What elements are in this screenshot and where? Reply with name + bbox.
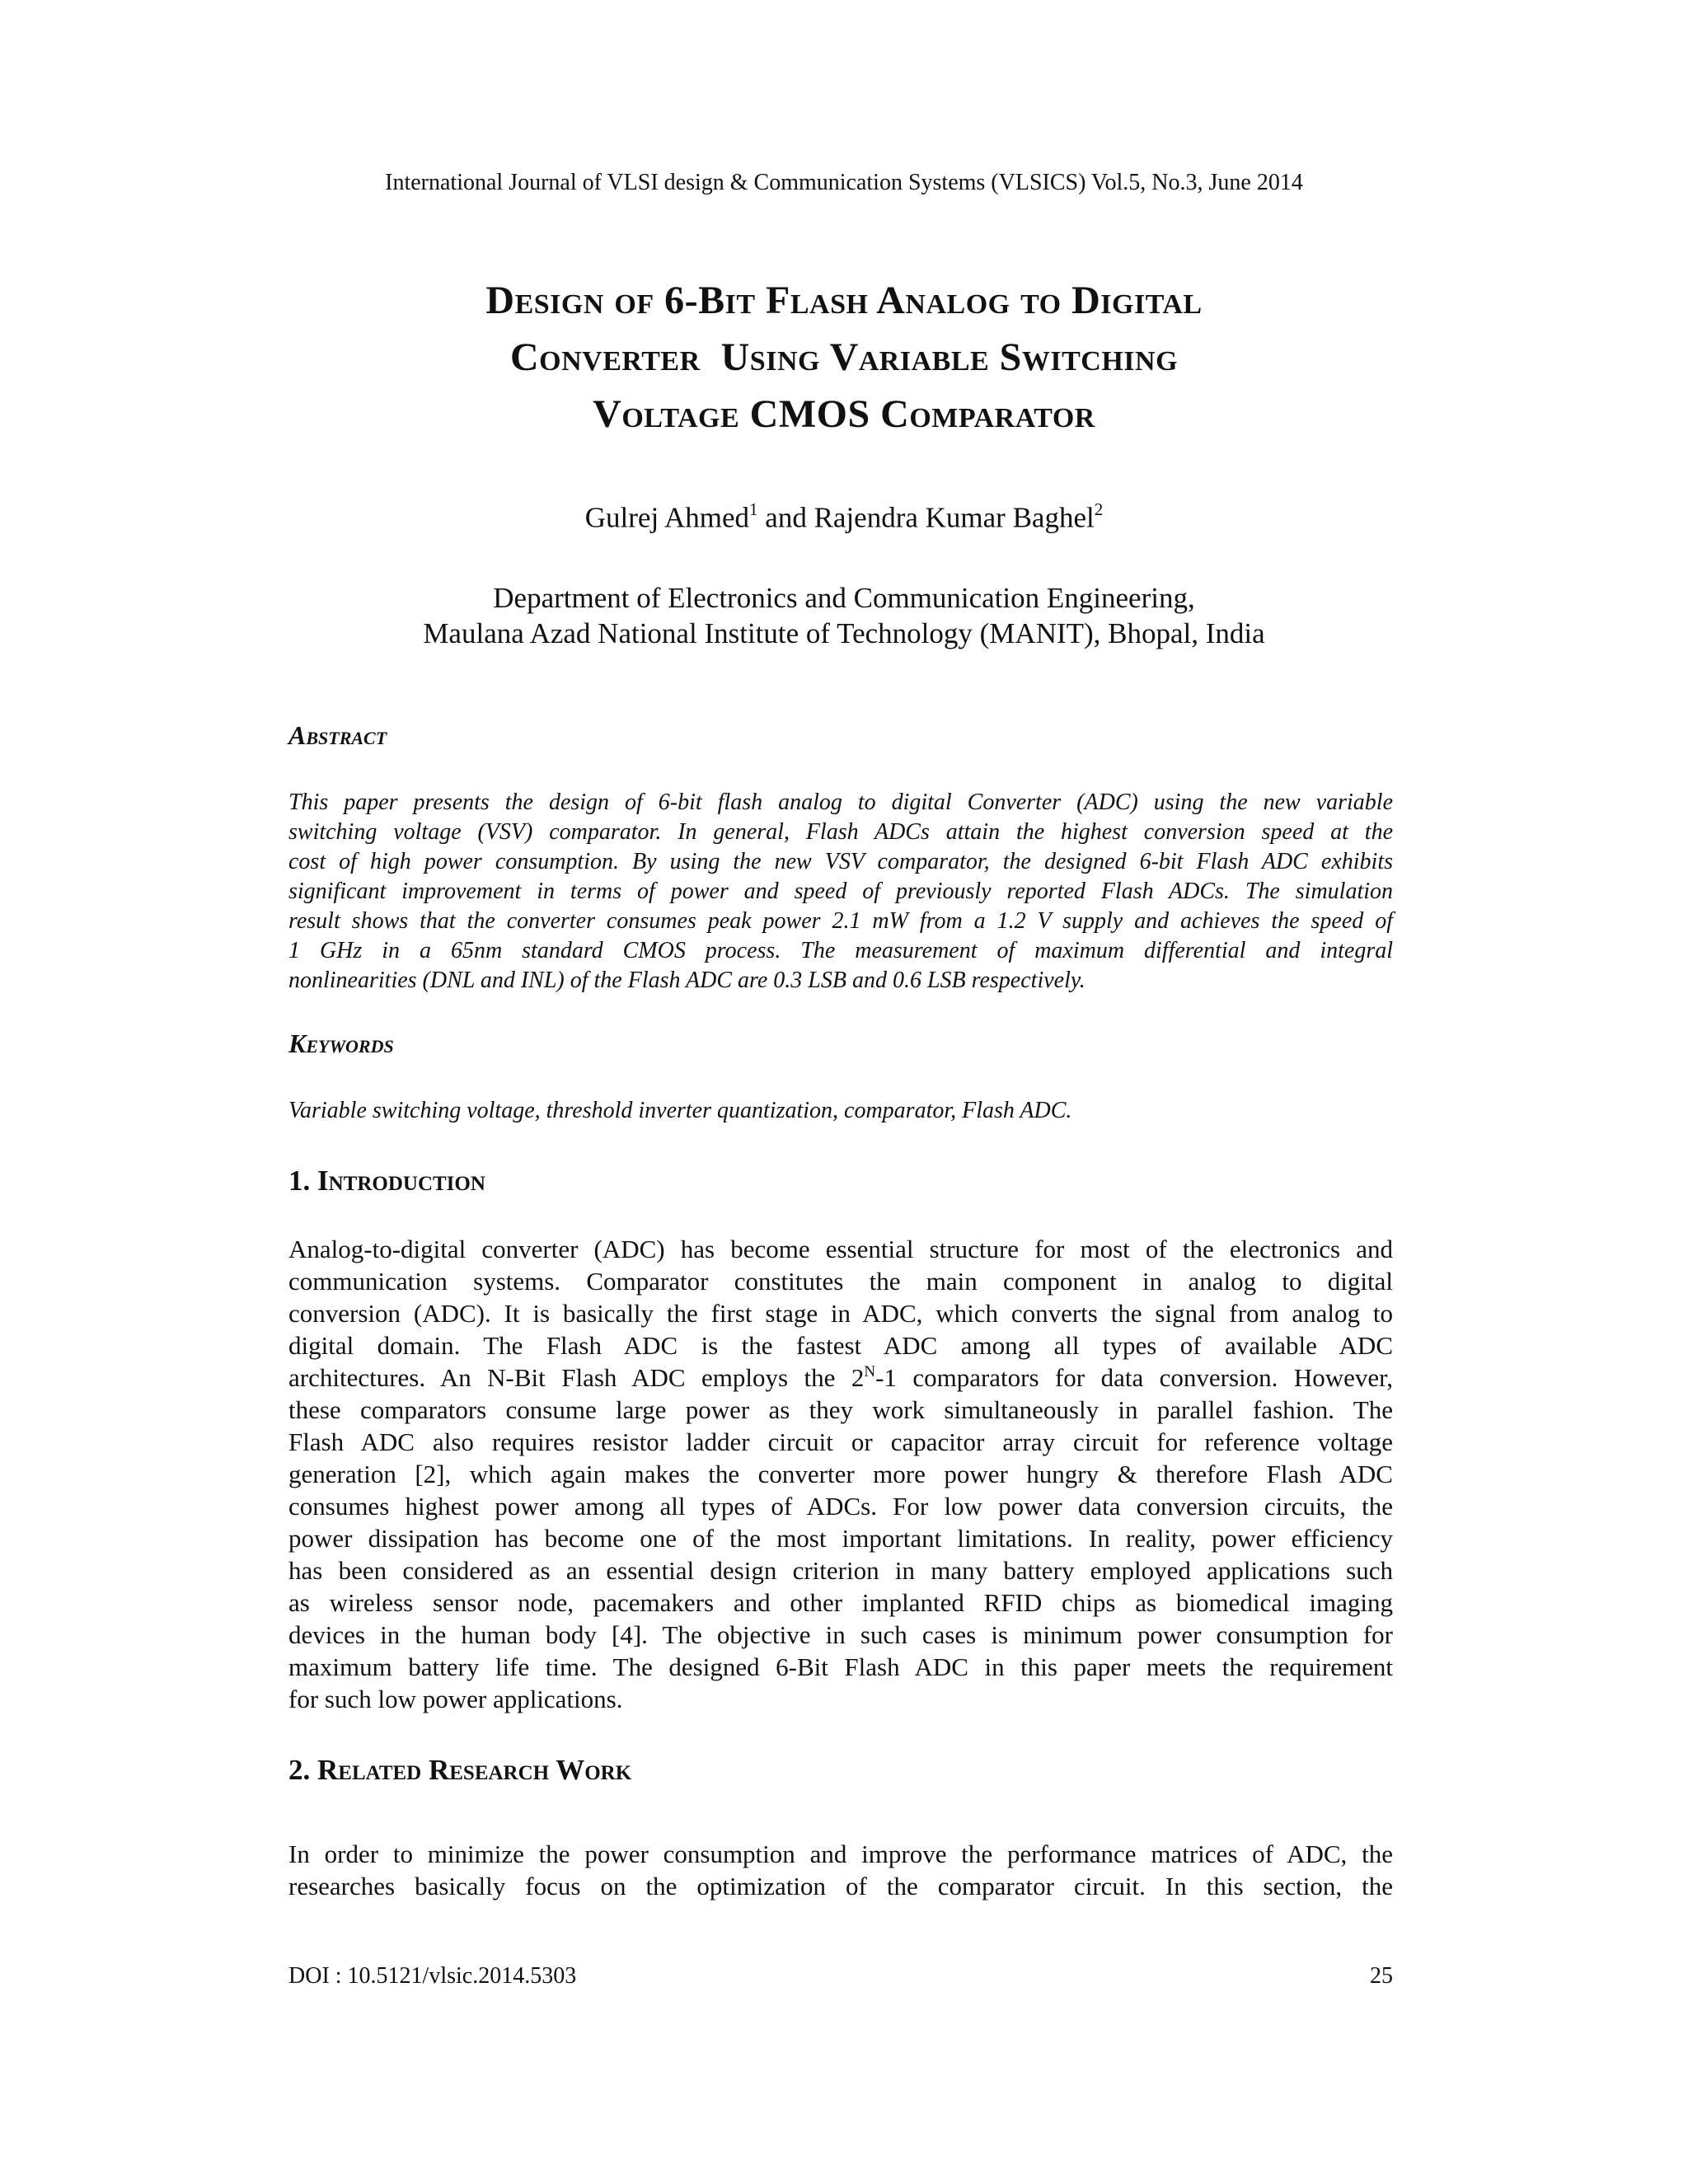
intro-body (288, 1233, 1393, 1715)
abstract-line: cost of high power consumption. By using the new VSV comparator, the designed 6-bit Flash ADC exhibits (288, 849, 1393, 874)
abstract-body (288, 788, 1393, 996)
intro-heading: 1. Introduction (288, 1165, 485, 1197)
affiliation-institute: Maulana Azad National Institute of Technology (MANIT), Bhopal, India (423, 617, 1265, 649)
intro-line: as wireless sensor node, pacemakers and other implanted RFID chips as biomedical imaging (288, 1588, 1393, 1617)
abstract-heading: Abstract (288, 720, 387, 750)
intro-line: conversion (ADC). It is basically the first stage in ADC, which converts the signal from analog to (288, 1299, 1393, 1328)
keywords-heading: Keywords (288, 1029, 394, 1058)
intro-line: power dissipation has become one of the most important limitations. In reality, power efficiency (288, 1524, 1393, 1553)
author-2-affil-mark: 2 (1094, 499, 1104, 519)
author-1-affil-mark: 1 (749, 499, 758, 519)
intro-line: maximum battery life time. The designed 6-Bit Flash ADC in this paper meets the requirement (288, 1652, 1393, 1681)
intro-line: digital domain. The Flash ADC is the fastest ADC among all types of available ADC (288, 1331, 1393, 1360)
intro-line (288, 1361, 1393, 1394)
title-line: Design of 6-Bit Flash Analog to Digital (485, 279, 1203, 322)
paper-title (0, 272, 1688, 443)
intro-line: Analog-to-digital converter (ADC) has become essential structure for most of the electronics and (288, 1235, 1393, 1263)
author-2: and Rajendra Kumar Baghel (757, 501, 1095, 534)
superscript-n: N (864, 1362, 876, 1380)
affiliation-department: Department of Electronics and Communication Engineering, (493, 582, 1195, 614)
title-line: Converter Using Variable Switching (509, 335, 1179, 379)
intro-line-part: -1 comparators for data conversion. However, (875, 1363, 1393, 1392)
abstract-line: 1 GHz in a 65nm standard CMOS process. The measurement of maximum differential and integral (288, 938, 1393, 963)
journal-header: International Journal of VLSI design & Communication Systems (VLSICS) Vol.5, No.3, June 2014 (385, 170, 1303, 195)
abstract-line: nonlinearities (DNL and INL) of the Flash ADC are 0.3 LSB and 0.6 LSB respectively. (288, 968, 1085, 993)
abstract-line: result shows that the converter consumes peak power 2.1 mW from a 1.2 V supply and achieves the speed of (288, 908, 1393, 934)
intro-line: has been considered as an essential design criterion in many battery employed applications such (288, 1556, 1393, 1585)
intro-line: communication systems. Comparator constitutes the main component in analog to digital (288, 1267, 1393, 1296)
intro-line-part: architectures. An N-Bit Flash ADC employs the 2 (288, 1363, 865, 1392)
intro-line: Flash ADC also requires resistor ladder circuit or capacitor array circuit for reference voltage (288, 1427, 1393, 1456)
related-line: researches basically focus on the optimization of the comparator circuit. In this section, the (288, 1872, 1393, 1900)
related-heading: 2. Related Research Work (288, 1754, 632, 1786)
keywords-text: Variable switching voltage, threshold inverter quantization, comparator, Flash ADC. (288, 1098, 1072, 1123)
author-1: Gulrej Ahmed (584, 501, 750, 534)
page-number: 25 (1370, 1963, 1393, 1989)
related-line: In order to minimize the power consumption and improve the performance matrices of ADC, the (288, 1840, 1393, 1868)
abstract-line: significant improvement in terms of power and speed of previously reported Flash ADCs. The simulation (288, 879, 1393, 904)
doi: DOI : 10.5121/vlsic.2014.5303 (288, 1963, 577, 1989)
abstract-line: This paper presents the design of 6-bit flash analog to digital Converter (ADC) using the new variable (288, 790, 1393, 815)
abstract-line: switching voltage (VSV) comparator. In general, Flash ADCs attain the highest conversion speed at the (288, 819, 1393, 845)
intro-line: consumes highest power among all types of ADCs. For low power data conversion circuits, the (288, 1492, 1393, 1521)
affiliation (0, 580, 1688, 651)
intro-line: for such low power applications. (288, 1685, 623, 1713)
title-line: Voltage CMOS Comparator (593, 392, 1095, 436)
authors (0, 501, 1688, 535)
intro-line: generation [2], which again makes the converter more power hungry & therefore Flash ADC (288, 1460, 1393, 1488)
intro-line: these comparators consume large power as they work simultaneously in parallel fashion. The (288, 1395, 1393, 1424)
intro-line: devices in the human body [4]. The objective in such cases is minimum power consumption for (288, 1620, 1393, 1649)
related-body (288, 1838, 1393, 1902)
